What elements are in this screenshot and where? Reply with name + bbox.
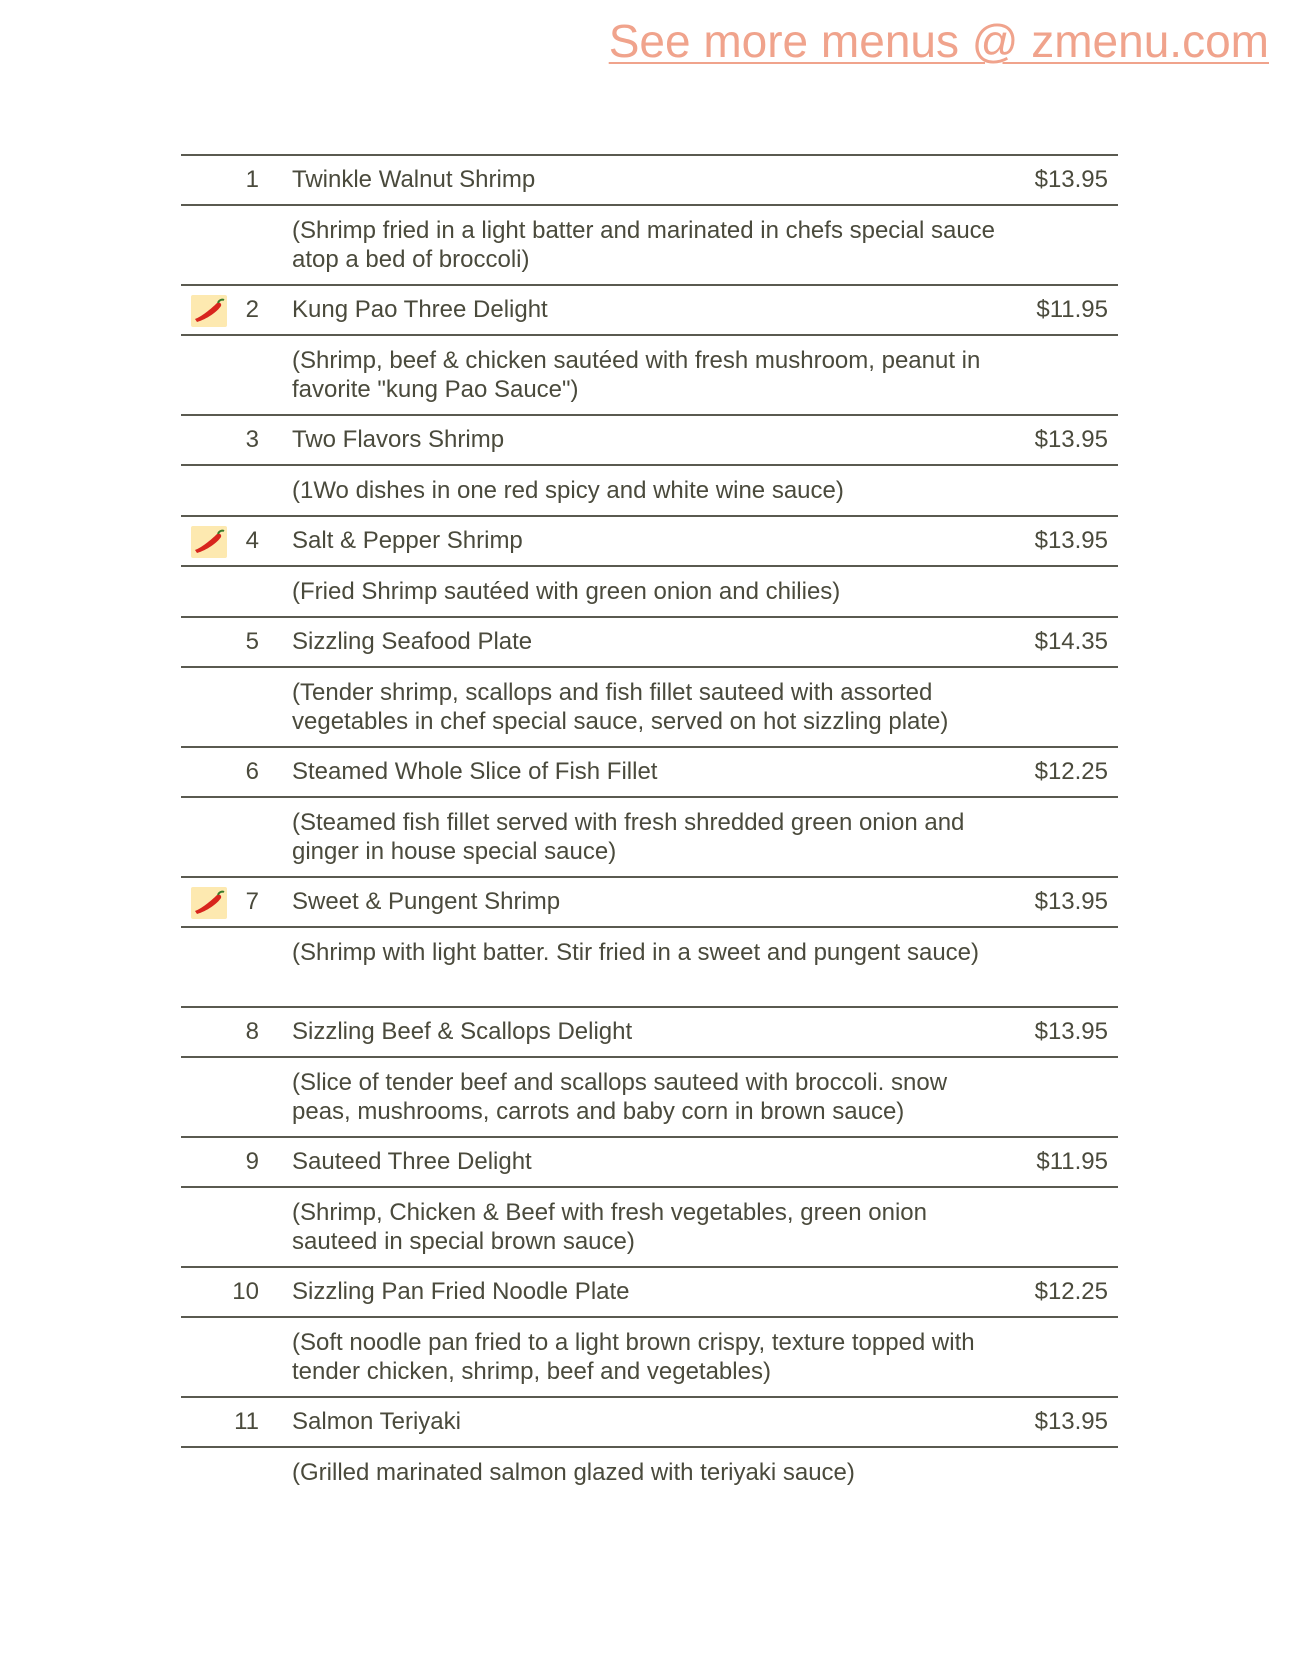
item-price: $13.95 [1034,1408,1108,1435]
item-name: Kung Pao Three Delight [292,296,548,323]
item-description: (Slice of tender beef and scallops sauteed with broccoli. snow peas, mushrooms, carrots and baby corn in brown sauce) [292,1069,948,1125]
item-description: (Shrimp fried in a light batter and marinated in chefs special sauce atop a bed of broccoli) [292,217,996,273]
item-description: (Fried Shrimp sautéed with green onion and chilies) [292,578,841,605]
menu-item-row [181,286,1118,336]
menu-item-row [181,1138,1118,1188]
menu-item-description-row [181,668,1118,748]
item-price: $14.35 [1034,628,1108,655]
menu-item-description-row [181,1188,1118,1268]
menu-item-row [181,156,1118,206]
item-number: 6 [245,758,259,785]
menu-item-row [181,517,1118,567]
item-number: 1 [245,166,259,193]
item-number: 4 [245,527,259,554]
menu-item-row [181,878,1118,928]
item-description: (Shrimp, Chicken & Beef with fresh vegetables, green onion sauteed in special brown sauce) [292,1199,928,1255]
menu-item-row [181,1398,1118,1448]
menu-item-description-row [181,798,1118,878]
item-price: $13.95 [1034,426,1108,453]
item-description: (Tender shrimp, scallops and fish fillet sauteed with assorted vegetables in chef special sauce, served on hot sizzling plate) [292,679,949,735]
item-description: (Grilled marinated salmon glazed with teriyaki sauce) [292,1459,855,1486]
item-number: 10 [232,1278,259,1305]
item-description: (1Wo dishes in one red spicy and white wine sauce) [292,477,844,504]
menu-item-description-row [181,1318,1118,1398]
item-name: Sizzling Seafood Plate [292,628,533,655]
item-price: $11.95 [1036,296,1108,323]
item-name: Sweet & Pungent Shrimp [292,888,561,915]
menu-item-description-row [181,567,1118,618]
item-name: Steamed Whole Slice of Fish Fillet [292,758,658,785]
menu-item-row [181,1268,1118,1318]
menu-item-description-row [181,336,1118,416]
item-name: Salmon Teriyaki [292,1408,461,1435]
item-price: $13.95 [1034,1018,1108,1045]
item-number: 8 [245,1018,259,1045]
menu-item-row [181,416,1118,466]
item-price: $11.95 [1036,1148,1108,1175]
item-price: $12.25 [1034,758,1108,785]
item-number: 5 [245,628,259,655]
item-price: $13.95 [1034,166,1108,193]
menu-item-row [181,1008,1118,1058]
item-number: 11 [234,1408,259,1435]
item-name: Salt & Pepper Shrimp [292,527,523,554]
item-description: (Steamed fish fillet served with fresh shredded green onion and ginger in house special sauce) [292,809,965,865]
menu-item-description-row [181,928,1118,1008]
item-description: (Soft noodle pan fried to a light brown crispy, texture topped with tender chicken, shrimp, beef and vegetables) [292,1329,975,1385]
menu-item-description-row [181,1058,1118,1138]
item-name: Sizzling Pan Fried Noodle Plate [292,1278,630,1305]
zmenu-promo-link[interactable]: See more menus @ zmenu.com [608,15,1269,67]
item-price: $12.25 [1034,1278,1108,1305]
menu-item-row [181,618,1118,668]
item-number: 7 [245,888,259,915]
menu-item-row [181,748,1118,798]
item-name: Two Flavors Shrimp [292,426,505,453]
item-description: (Shrimp with light batter. Stir fried in a sweet and pungent sauce) [292,939,980,966]
item-price: $13.95 [1034,888,1108,915]
menu-item-description-row [181,466,1118,517]
item-number: 2 [245,296,259,323]
item-name: Sizzling Beef & Scallops Delight [292,1018,633,1045]
item-description: (Shrimp, beef & chicken sautéed with fresh mushroom, peanut in favorite "kung Pao Sauce") [292,347,981,403]
item-price: $13.95 [1034,527,1108,554]
item-name: Twinkle Walnut Shrimp [292,166,536,193]
menu-item-description-row [181,1448,1118,1497]
menu-item-description-row [181,206,1118,286]
item-number: 3 [245,426,259,453]
menu-list [181,154,1118,1497]
item-name: Sauteed Three Delight [292,1148,532,1175]
item-number: 9 [245,1148,259,1175]
